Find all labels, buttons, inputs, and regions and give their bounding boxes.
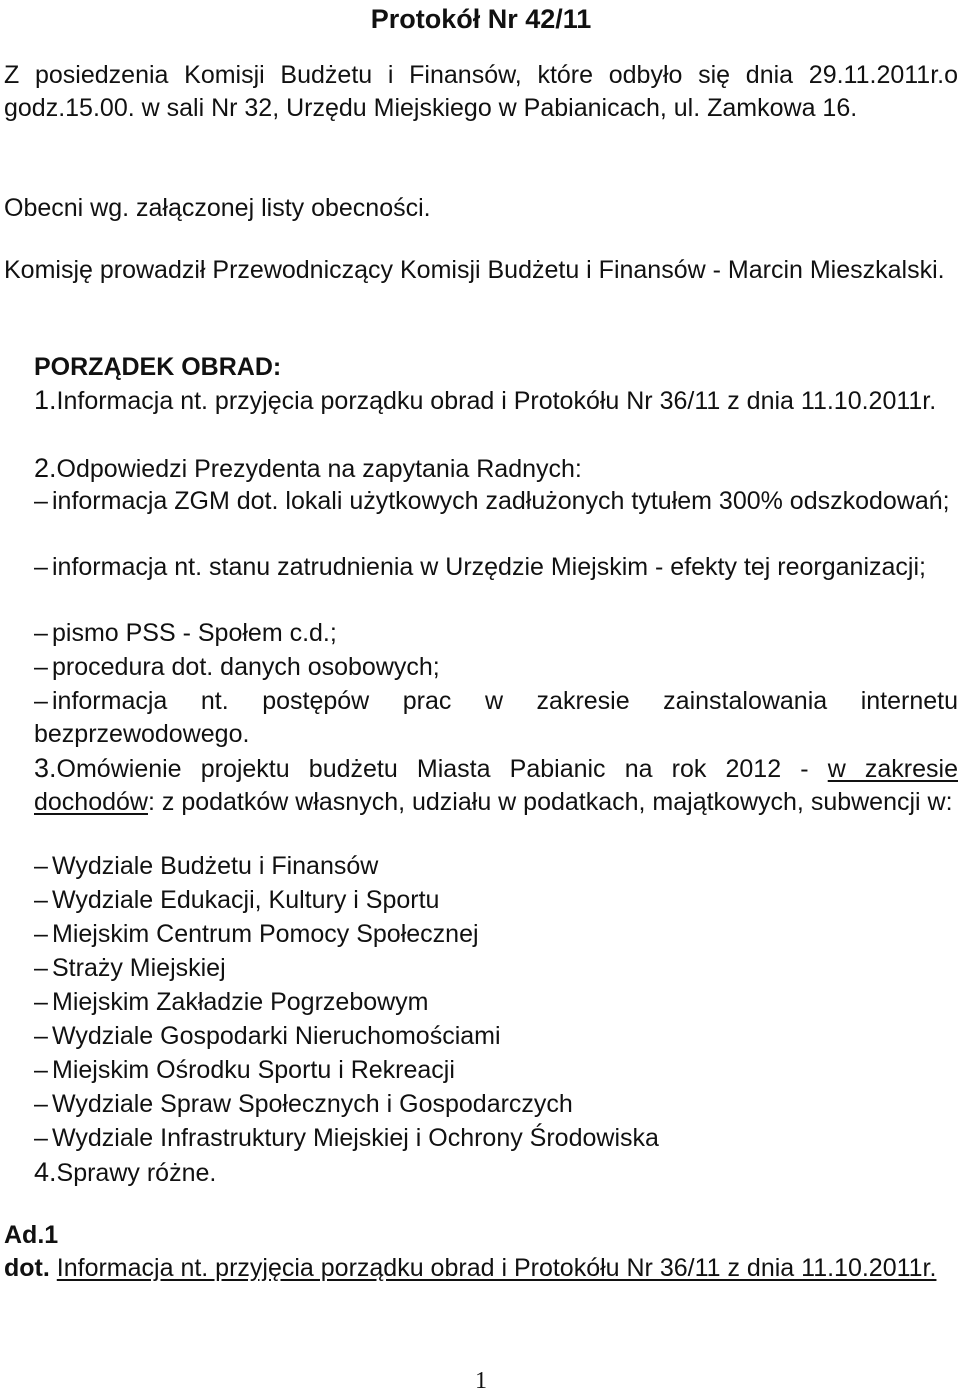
- intro-paragraph: Z posiedzenia Komisji Budżetu i Finansów, które odbyło się dnia 29.11.2011r.o godz.15.00. w sali Nr 32, Urzędu Miejskiego w Pabianicach, ul. Zamkowa 16.: [4, 61, 958, 122]
- agenda-item-text-continued: : z podatków własnych, udziału w podatkach, majątkowych, subwencji w:: [147, 788, 953, 816]
- page-number: 1: [475, 1368, 487, 1394]
- list-item-text: Wydziale Budżetu i Finansów: [52, 852, 379, 880]
- list-item: [34, 1122, 958, 1155]
- list-item: [34, 884, 958, 917]
- dash-bullet: –: [34, 852, 48, 880]
- agenda-item-3: [34, 752, 958, 819]
- agenda-item-text: Sprawy różne.: [56, 1159, 217, 1187]
- list-item-text: pismo PSS - Społem c.d.;: [52, 619, 337, 647]
- agenda-item-number: 1.: [34, 385, 57, 415]
- list-item: [34, 1020, 958, 1053]
- list-item-text: Wydziale Infrastruktury Miejskiej i Ochrony Środowiska: [52, 1124, 659, 1152]
- document-title: Protokół Nr 42/11: [370, 4, 592, 34]
- list-item: [34, 651, 958, 684]
- agenda-item-number: 4.: [34, 1157, 57, 1187]
- dash-bullet: –: [34, 1124, 48, 1152]
- list-item-text: informacja ZGM dot. lokali użytkowych zadłużonych tytułem 300% odszkodowań;: [52, 487, 950, 515]
- list-item-text: procedura dot. danych osobowych;: [52, 653, 440, 681]
- dash-bullet: –: [34, 653, 48, 681]
- list-item: [34, 986, 958, 1019]
- agenda-item-number: 3.: [34, 753, 57, 783]
- list-item-text: Wydziale Edukacji, Kultury i Sportu: [52, 886, 440, 914]
- agenda-item-number: 2.: [34, 453, 57, 483]
- agenda-item-1: [34, 384, 958, 418]
- dash-bullet: –: [34, 920, 48, 948]
- dash-bullet: –: [34, 886, 48, 914]
- agenda-item-text: Odpowiedzi Prezydenta na zapytania Radnych:: [56, 455, 582, 483]
- attendance-line: Obecni wg. załączonej listy obecności.: [4, 194, 431, 222]
- agenda-item-2: [34, 452, 958, 486]
- list-item-text: Miejskim Centrum Pomocy Społecznej: [52, 920, 479, 948]
- list-item: [34, 850, 958, 883]
- list-item: [34, 485, 958, 518]
- dash-bullet: –: [34, 1022, 48, 1050]
- list-item-text: Wydziale Spraw Społecznych i Gospodarczych: [52, 1090, 573, 1118]
- agenda-item-text: Omówienie projektu budżetu Miasta Pabianic na rok 2012 -: [56, 755, 828, 783]
- list-item-text: Miejskim Ośrodku Sportu i Rekreacji: [52, 1056, 455, 1084]
- list-item: [34, 952, 958, 985]
- list-item-text: Wydziale Gospodarki Nieruchomościami: [52, 1022, 501, 1050]
- dash-bullet: –: [34, 954, 48, 982]
- dash-bullet: –: [34, 687, 48, 715]
- ad1-label: Ad.1: [4, 1221, 59, 1249]
- ad1-dot-label: dot.: [4, 1254, 50, 1282]
- list-item: [34, 617, 958, 650]
- list-item-text: informacja nt. stanu zatrudnienia w Urzędzie Miejskim - efekty tej reorganizacji;: [52, 553, 926, 581]
- ad1-paragraph: [4, 1252, 958, 1285]
- list-item-text: informacja nt. postępów prac w zakresie zainstalowania internetu bezprzewodowego.: [34, 687, 958, 748]
- agenda-heading: PORZĄDEK OBRAD:: [34, 353, 282, 381]
- ad1-underlined-text: Informacja nt. przyjęcia porządku obrad i Protokółu Nr 36/11 z dnia 11.10.2011r.: [56, 1254, 937, 1282]
- dash-bullet: –: [34, 1056, 48, 1084]
- document-page: [4, 0, 958, 1397]
- dash-bullet: –: [34, 553, 48, 581]
- dash-bullet: –: [34, 1090, 48, 1118]
- underlined-phrase: w zakresie dochodów: [34, 755, 958, 816]
- list-item: [34, 1088, 958, 1121]
- agenda-item-4: [34, 1156, 958, 1190]
- list-item-text: Miejskim Zakładzie Pogrzebowym: [52, 988, 429, 1016]
- list-item-text: Straży Miejskiej: [52, 954, 226, 982]
- dash-bullet: –: [34, 619, 48, 647]
- list-item: [34, 918, 958, 951]
- agenda-item-text: Informacja nt. przyjęcia porządku obrad i Protokółu Nr 36/11 z dnia 11.10.2011r.: [56, 387, 937, 415]
- dash-bullet: –: [34, 487, 48, 515]
- list-item: [34, 551, 958, 584]
- list-item: [34, 1054, 958, 1087]
- dash-bullet: –: [34, 988, 48, 1016]
- chair-paragraph: Komisję prowadził Przewodniczący Komisji Budżetu i Finansów - Marcin Mieszkalski.: [4, 256, 945, 284]
- list-item: [34, 685, 958, 751]
